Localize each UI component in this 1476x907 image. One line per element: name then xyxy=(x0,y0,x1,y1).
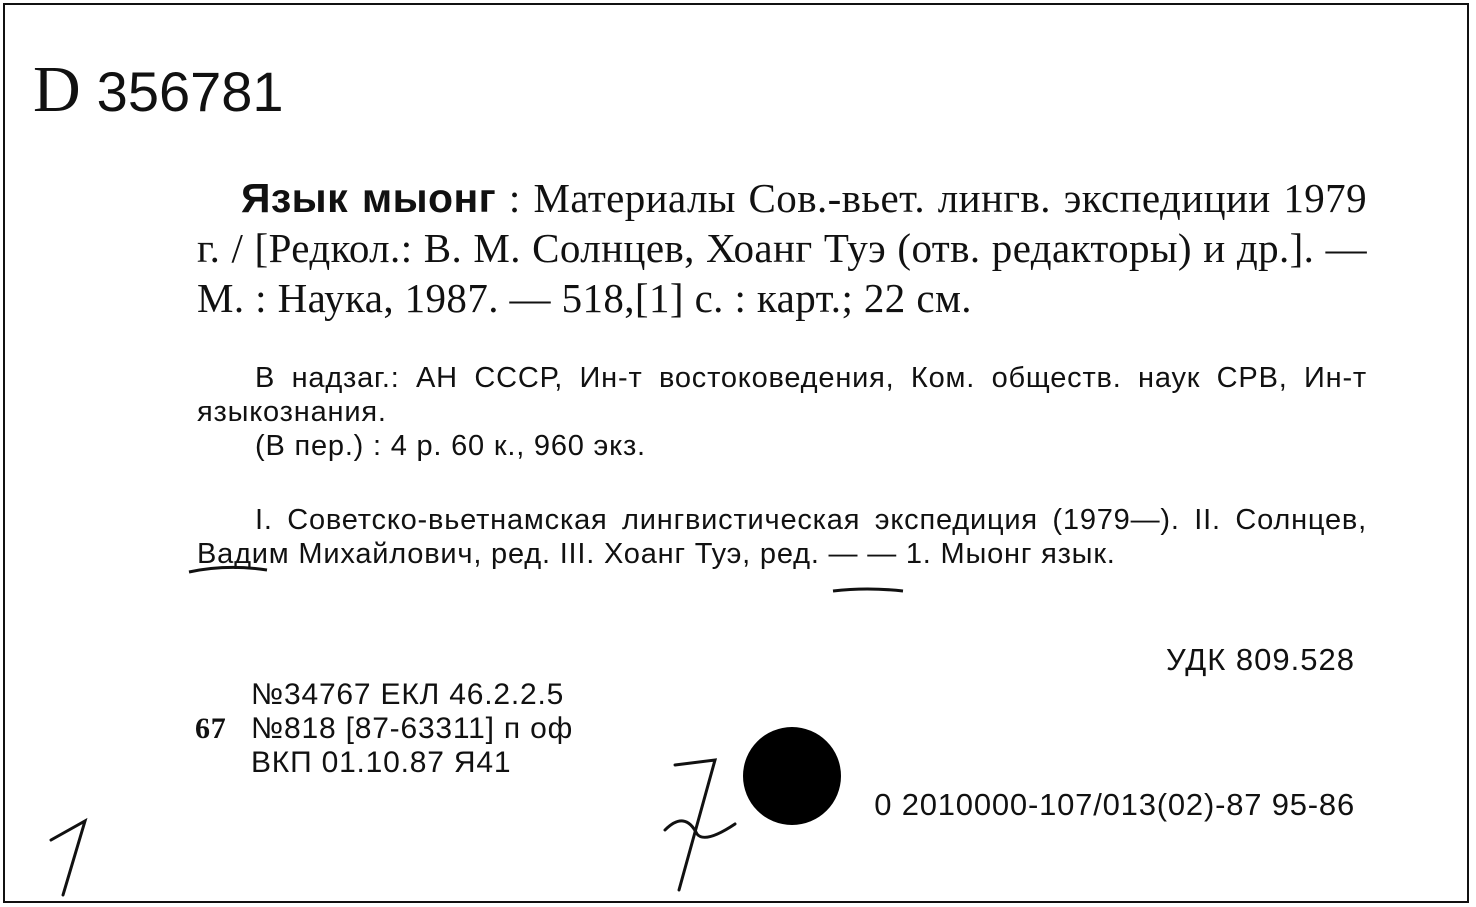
underline-mark-2 xyxy=(831,583,911,599)
call-number-digits: 356781 xyxy=(96,60,284,123)
catalog-card xyxy=(3,3,1469,903)
bibliographic-description xyxy=(197,173,1367,323)
technical-data xyxy=(195,678,573,780)
note-header: В надзаг.: АН СССР, Ин-т востоковедения, Ком. обществ. наук СРВ, Ин-т языкознания. xyxy=(197,362,1367,428)
tech-line-1: №34767 ЕКЛ 46.2.2.5 xyxy=(251,678,565,711)
call-letter: D xyxy=(33,53,81,126)
isbn-code: 0 2010000-107/013(02)-87 95-86 xyxy=(874,787,1355,822)
note-price: (В пер.) : 4 р. 60 к., 960 экз. xyxy=(255,430,646,462)
punch-hole xyxy=(743,727,841,825)
tech-number: 67 xyxy=(195,712,227,745)
udk-code: УДК 809.528 xyxy=(1165,642,1355,677)
tech-line-2: №818 [87-63311] п оф xyxy=(251,712,574,745)
description-text: : Материалы Сов.-вьет. лингв. экспедиции 1979 г. / [Редкол.: В. М. Солнцев, Хоанг Туэ (отв. редакторы) и др.]. — М. : Наука, 1987. — 518,[1] с. : карт.; 22 см. xyxy=(197,175,1367,321)
handwritten-seven xyxy=(655,750,745,900)
book-title: Язык мыонг xyxy=(241,175,497,221)
subject-headings: I. Советско-вьетнамская лингвистическая экспедиция (1979—). II. Солнцев, Вадим Михайлович, ред. III. Хоанг Туэ, ред. — — 1. Мыонг язык. xyxy=(197,504,1367,570)
underline-mark-1 xyxy=(187,560,277,580)
tech-line-3: ВКП 01.10.87 Я41 xyxy=(251,746,512,779)
handwritten-one xyxy=(45,815,105,900)
call-number xyxy=(33,53,284,126)
